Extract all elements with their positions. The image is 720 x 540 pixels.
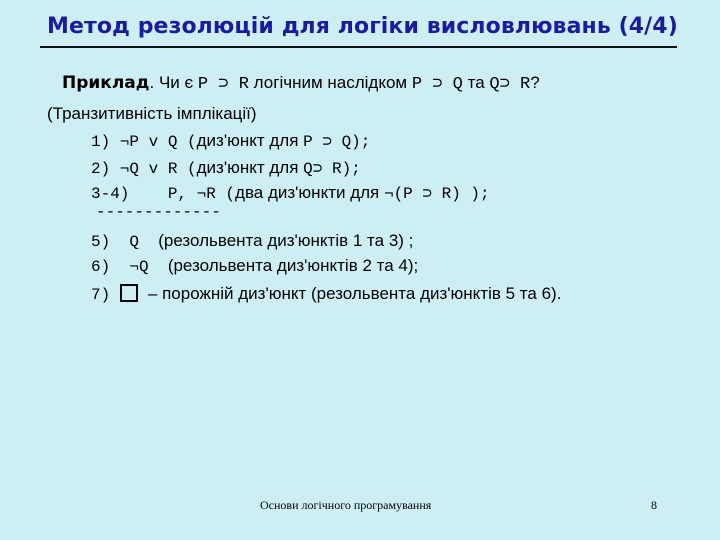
step-text: (резольвента диз'юнктів 2 та 4); (167, 256, 419, 275)
slide-title: Метод резолюцій для логіки висловлювань (4/4) (47, 14, 678, 39)
clause-expression: P, ¬R ( (129, 185, 236, 203)
step-2 (91, 158, 361, 178)
step-5 (91, 231, 413, 251)
formula-q-implies-r: Q⊃ R (489, 75, 531, 94)
intro-text-2: логічним наслідком (248, 73, 412, 92)
step-number: 2) (91, 160, 111, 178)
step-text: два диз'юнкти для (235, 183, 384, 202)
clause-expression: Q (110, 233, 159, 251)
formula-p-implies-q: P ⊃ Q (411, 75, 463, 94)
clause-expression: ¬Q (110, 258, 168, 276)
step-number: 3-4) (91, 185, 130, 203)
example-statement (62, 73, 540, 94)
empty-clause-box-icon (120, 284, 138, 302)
formula-p-implies-r: P ⊃ R (197, 75, 249, 94)
step-1 (91, 131, 370, 151)
clause-expression: ¬(P ⊃ R) ); (383, 185, 490, 203)
clause-expression: Q⊃ R); (303, 160, 361, 178)
title-underline (40, 46, 677, 48)
step-text: – порожній диз'юнкт (резольвента диз'юнктів 5 та 6). (143, 284, 562, 303)
step-number: 6) (91, 258, 111, 276)
intro-text-1: . Чи є (149, 73, 198, 92)
step-7 (91, 284, 561, 304)
clause-expression: ¬P v Q ( (110, 133, 197, 151)
step-3-4 (91, 183, 490, 203)
step-number: 5) (91, 233, 111, 251)
footer-course-title: Основи логічного програмування (260, 498, 432, 512)
clause-expression: P ⊃ Q); (303, 133, 371, 151)
step-number: 1) (91, 133, 111, 151)
page-number: 8 (651, 498, 657, 512)
clause-expression: ¬Q v R ( (110, 160, 197, 178)
intro-text-4: ? (530, 73, 540, 92)
step-text: диз'юнкт для (196, 158, 304, 177)
step-text: диз'юнкт для (196, 131, 304, 150)
separator-line: ------------- (96, 203, 221, 221)
example-label: Приклад (62, 73, 150, 93)
step-6 (91, 256, 418, 276)
step-text: (резольвента диз'юнктів 1 та 3) ; (158, 231, 414, 250)
subtitle: (Транзитивність імплікації) (47, 104, 257, 123)
intro-text-3: та (462, 73, 490, 92)
step-number: 7) (91, 286, 111, 304)
